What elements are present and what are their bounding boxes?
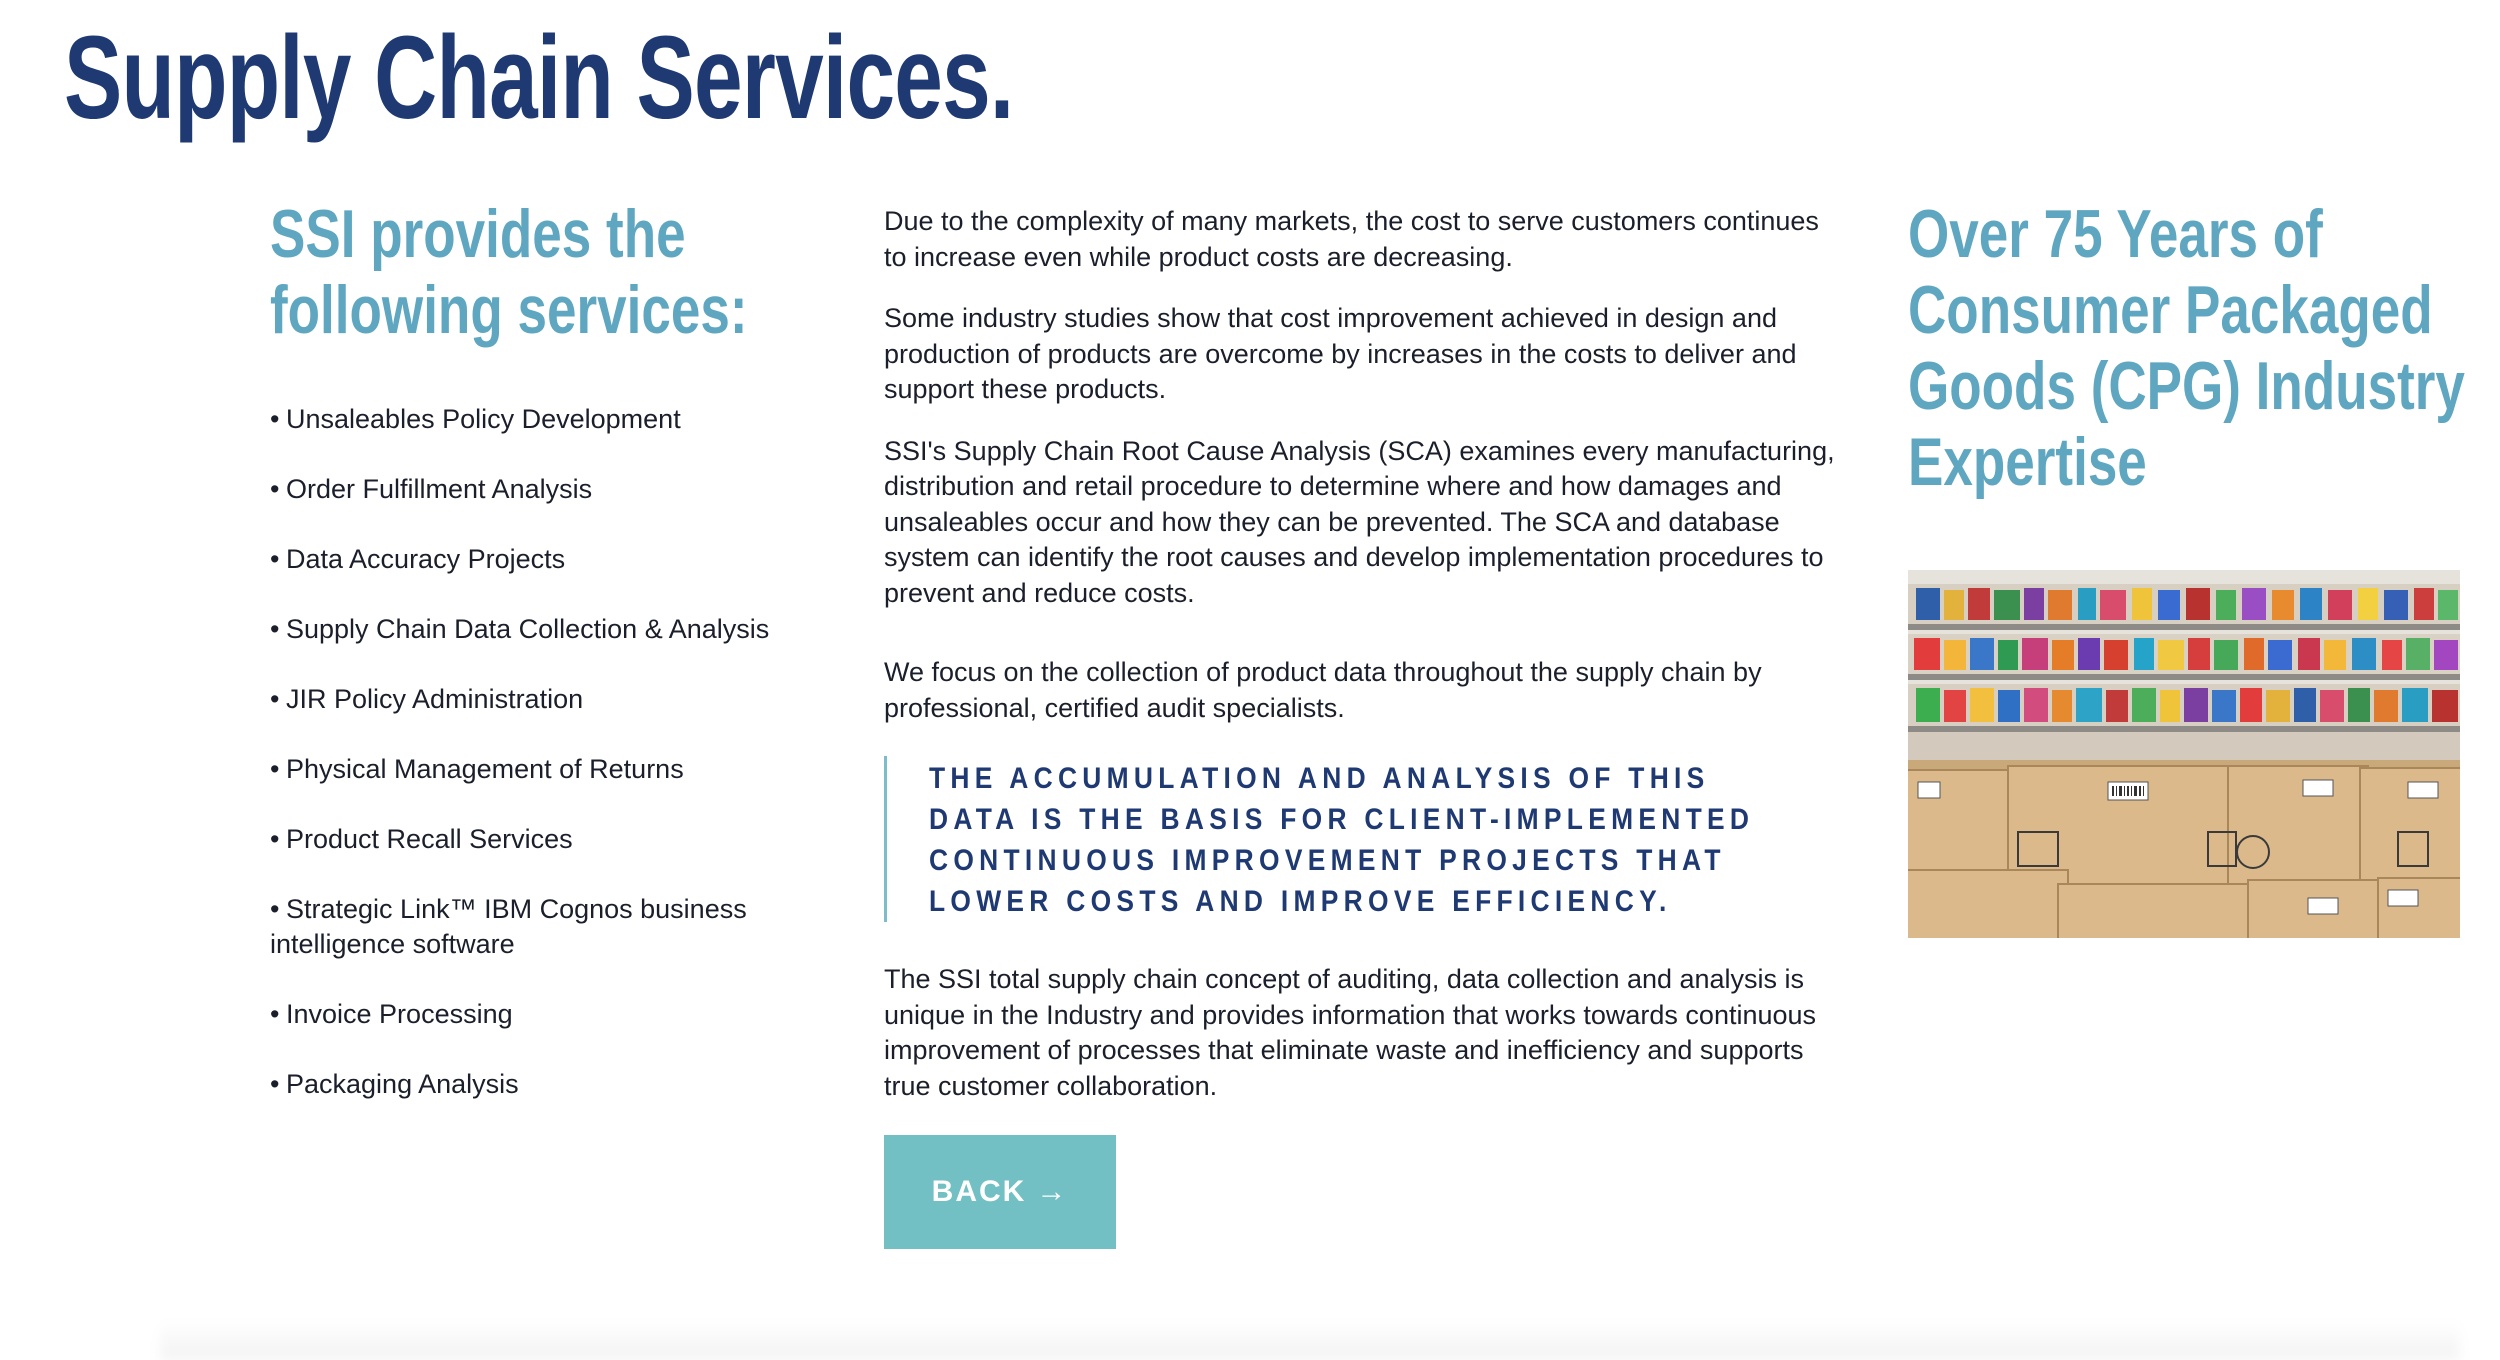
footer-shadow bbox=[160, 1320, 2460, 1360]
list-item-label: Data Accuracy Projects bbox=[286, 544, 566, 574]
body-paragraph-5: The SSI total supply chain concept of auditing, data collection and analysis is unique in the Industry and provides information that works towards continuous improvement of processes that eliminate waste and inefficiency and supports true customer collaboration. bbox=[884, 964, 1817, 1101]
warehouse-shelf-boxes-image bbox=[1908, 570, 2460, 938]
list-item-label: Packaging Analysis bbox=[286, 1069, 519, 1099]
list-item bbox=[270, 997, 830, 1032]
services-heading: SSI provides the following services: bbox=[270, 196, 748, 348]
bullet-icon: • bbox=[270, 824, 280, 854]
list-item-label: JIR Policy Administration bbox=[286, 684, 584, 714]
list-item bbox=[270, 682, 830, 717]
body-paragraph-1: Due to the complexity of many markets, the cost to serve customers continues to increase even while product costs are decreasing. bbox=[884, 206, 1819, 272]
bullet-icon: • bbox=[270, 894, 280, 924]
services-list bbox=[270, 402, 830, 1137]
bullet-icon: • bbox=[270, 404, 280, 434]
list-item bbox=[270, 752, 830, 787]
list-item-label: Invoice Processing bbox=[286, 999, 513, 1029]
bullet-icon: • bbox=[270, 1069, 280, 1099]
list-item-label: Physical Management of Returns bbox=[286, 754, 684, 784]
pull-quote-text: THE ACCUMULATION AND ANALYSIS OF THIS DATA IS THE BASIS FOR CLIENT-IMPLEMENTED CONTINUOUS IMPROVEMENT PROJECTS THAT LOWER COSTS AND IMPROVE EFFICIENCY. bbox=[929, 762, 1755, 918]
list-item bbox=[270, 612, 830, 647]
body-column bbox=[884, 204, 1844, 1130]
back-button-label: BACK bbox=[931, 1175, 1027, 1208]
bullet-icon: • bbox=[270, 474, 280, 504]
bullet-icon: • bbox=[270, 754, 280, 784]
list-item-label: Order Fulfillment Analysis bbox=[286, 474, 593, 504]
list-item-label: Strategic Link™ IBM Cognos business intelligence software bbox=[270, 894, 747, 959]
list-item bbox=[270, 542, 830, 577]
body-paragraph-4: We focus on the collection of product data throughout the supply chain by professional, certified audit specialists. bbox=[884, 657, 1762, 723]
list-item bbox=[270, 402, 830, 437]
services-column bbox=[270, 196, 830, 1099]
arrow-right-icon: → bbox=[1036, 1175, 1069, 1208]
shelf-illustration bbox=[1908, 570, 2460, 938]
back-button[interactable] bbox=[884, 1135, 1116, 1249]
expertise-heading: Over 75 Years of Consumer Packaged Goods (CPG) Industry Expertise bbox=[1908, 196, 2465, 500]
list-item-label: Unsaleables Policy Development bbox=[286, 404, 681, 434]
list-item-label: Supply Chain Data Collection & Analysis bbox=[286, 614, 770, 644]
bullet-icon: • bbox=[270, 999, 280, 1029]
pull-quote bbox=[884, 756, 1844, 922]
bullet-icon: • bbox=[270, 544, 280, 574]
list-item bbox=[270, 472, 830, 507]
page-title: Supply Chain Services. bbox=[64, 12, 1014, 144]
body-paragraph-3: SSI's Supply Chain Root Cause Analysis (SCA) examines every manufacturing, distribution and retail procedure to determine where and how damages and unsaleables occur and how they can be prevented. The SCA and database system can identify the root causes and develop implementation procedures to prevent and reduce costs. bbox=[884, 435, 1835, 608]
body-paragraph-2: Some industry studies show that cost improvement achieved in design and production of products are overcome by increases in the costs to deliver and support these products. bbox=[884, 303, 1797, 404]
expertise-column bbox=[1908, 196, 2468, 500]
list-item-label: Product Recall Services bbox=[286, 824, 573, 854]
bullet-icon: • bbox=[270, 684, 280, 714]
list-item bbox=[270, 822, 830, 857]
list-item bbox=[270, 892, 830, 962]
bullet-icon: • bbox=[270, 614, 280, 644]
list-item bbox=[270, 1067, 830, 1102]
